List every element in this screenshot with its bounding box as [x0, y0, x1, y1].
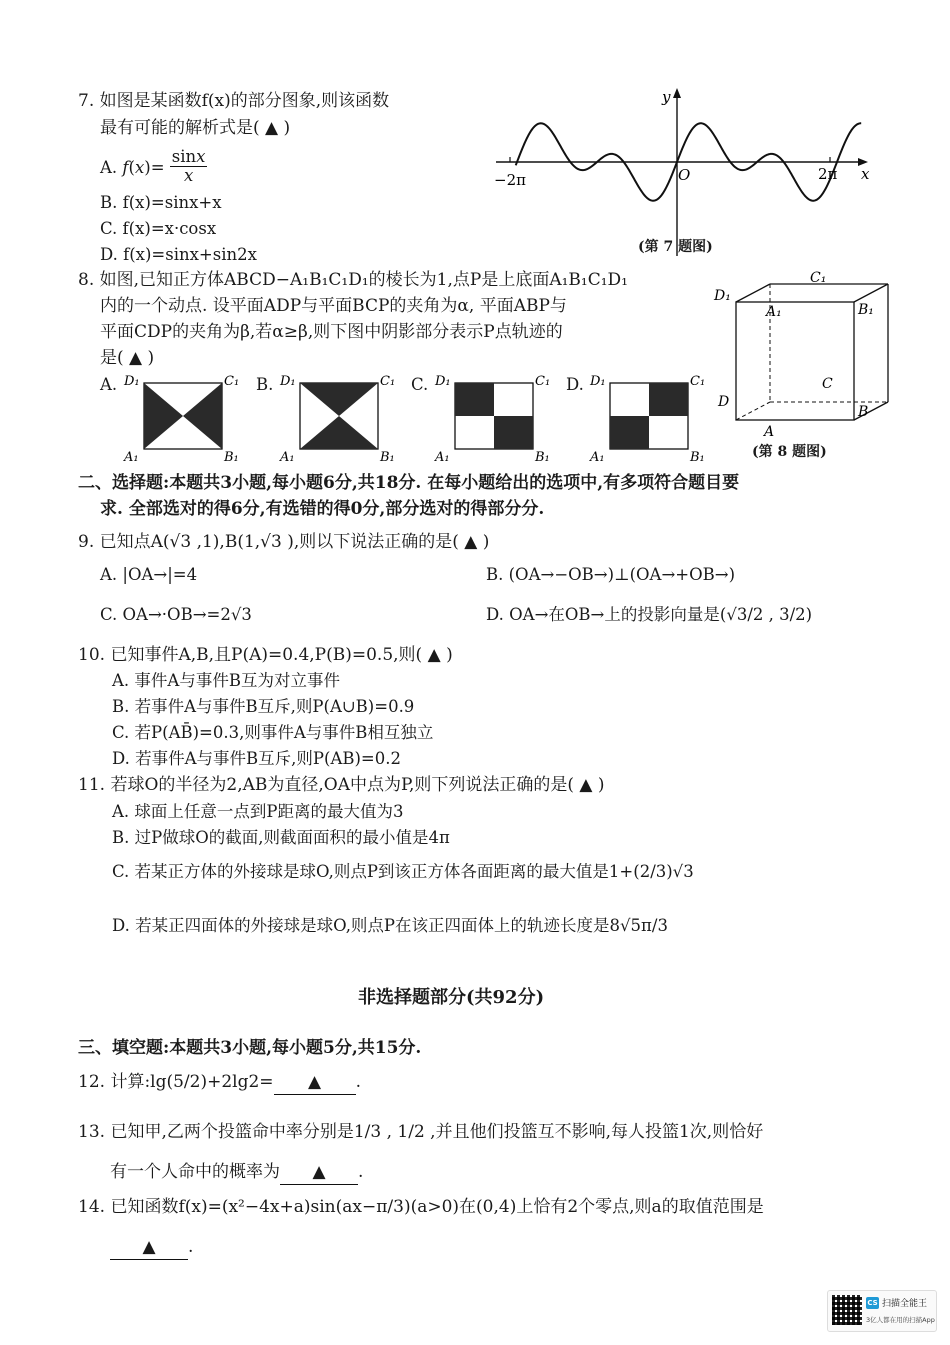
q7-option-b: B. f(x)=sinx+x [100, 193, 222, 212]
q10-option-d: D. 若事件A与事件B互斥,则P(AB)=0.2 [112, 749, 401, 768]
q7-right-tick-label: 2π [818, 165, 838, 183]
q10-stem: 10. 已知事件A,B,且P(A)=0.4,P(B)=0.5,则( ▲ ) [78, 645, 453, 665]
q8-option-b [256, 373, 396, 465]
q8-option-d-letter: D. [566, 375, 584, 394]
q13-line2 [110, 1160, 363, 1185]
cube-label-d: D [718, 394, 730, 410]
svg-text:C₁: C₁ [380, 374, 396, 389]
cube-label-b1: B₁ [858, 302, 874, 318]
q7-option-c: C. f(x)=x·cosx [100, 219, 217, 238]
section2-line1: 二、选择题:本题共3小题,每小题6分,共18分. 在每小题给出的选项中,有多项符合题目要 [78, 473, 740, 493]
q11-option-a: A. 球面上任意一点到P距离的最大值为3 [112, 802, 404, 821]
q8-option-b-letter: B. [256, 375, 274, 394]
svg-text:A₁: A₁ [280, 450, 295, 465]
q8-option-a-letter: A. [100, 375, 118, 394]
svg-text:B₁: B₁ [380, 450, 395, 465]
scanner-subtitle: 3亿人都在用的扫描App [866, 1316, 935, 1324]
svg-text:D₁: D₁ [280, 374, 296, 389]
q8-line2: 内的一个动点. 设平面ADP与平面BCP的夹角为α, 平面ABP与 [100, 296, 567, 316]
q7-option-a: A. f(x)= $\frac{\sin x}{x}$ [100, 147, 206, 185]
svg-text:A₁: A₁ [590, 450, 605, 465]
q14-line1: 14. 已知函数f(x)=(x²−4x+a)sin(ax−π/3)(a>0)在(0,4)上恰有2个零点,则a的取值范围是 [78, 1197, 764, 1217]
svg-text:C₁: C₁ [535, 374, 551, 389]
q7-x-label: x [861, 165, 870, 183]
q8-line3: 平面CDP的夹角为β,若α≥β,则下图中阴影部分表示P点轨迹的 [100, 322, 563, 342]
cube-label-a: A [764, 424, 775, 440]
q8-option-c [411, 373, 551, 465]
q7-option-d: D. f(x)=sinx+sin2x [100, 245, 257, 264]
svg-text:D₁: D₁ [590, 374, 606, 389]
cube-label-d1: D₁ [714, 288, 731, 304]
q11-option-c: C. 若某正方体的外接球是球O,则点P到该正方体各面距离的最大值是1+(2/3)√3 [112, 862, 694, 881]
q7-y-label: y [662, 88, 671, 106]
q8-option-d-diagram [588, 371, 728, 466]
q8-line1: 8. 如图,已知正方体ABCD−A₁B₁C₁D₁的棱长为1,点P是上底面A₁B₁C₁D₁ [78, 270, 628, 290]
cube-label-c: C [822, 376, 833, 392]
q9-stem: 9. 已知点A(√3 ,1),B(1,√3 ),则以下说法正确的是( ▲ ) [78, 532, 490, 552]
svg-text:D₁: D₁ [435, 374, 451, 389]
q11-stem: 11. 若球O的半径为2,AB为直径,OA中点为P,则下列说法正确的是( ▲ ) [78, 775, 605, 795]
svg-text:C₁: C₁ [224, 374, 240, 389]
q13-answer-blank[interactable]: ▲ [280, 1160, 358, 1185]
q10-option-a: A. 事件A与事件B互为对立事件 [112, 671, 340, 690]
svg-text:B₁: B₁ [535, 450, 550, 465]
q10-option-c: C. 若P(AB̄)=0.3,则事件A与事件B相互独立 [112, 723, 434, 742]
q11-option-d: D. 若某正四面体的外接球是球O,则点P在该正四面体上的轨迹长度是8√5π/3 [112, 916, 668, 935]
cube-label-c1: C₁ [810, 270, 827, 286]
part2-title: 非选择题部分(共92分) [358, 987, 545, 1008]
q14-answer-blank[interactable]: ▲ [110, 1235, 188, 1260]
q9-option-b: B. (OA→−OB→)⊥(OA→+OB→) [486, 565, 736, 584]
q9-option-a: A. |OA→|=4 [100, 565, 198, 584]
q8-caption: (第 8 题图) [752, 444, 827, 460]
q14-end: . [188, 1237, 194, 1257]
q8-option-a-diagram [122, 371, 262, 466]
svg-text:C₁: C₁ [690, 374, 706, 389]
q8-option-d [566, 373, 706, 465]
q13-line1: 13. 已知甲,乙两个投篮命中率分别是1/3 , 1/2 ,并且他们投篮互不影响,每人投篮1次,则恰好 [78, 1122, 764, 1142]
q7-origin-label: O [678, 166, 691, 184]
q7-left-tick-label: −2π [494, 171, 526, 189]
svg-text:B₁: B₁ [224, 450, 239, 465]
scanner-badge: CS [867, 1299, 878, 1307]
q8-cube-figure [712, 270, 892, 460]
q14-line2 [110, 1235, 193, 1260]
q12-answer-blank[interactable]: ▲ [274, 1070, 356, 1095]
q7-stem-line1: 7. 如图是某函数f(x)的部分图象,则该函数 [78, 91, 390, 111]
q8-option-b-diagram [278, 371, 418, 466]
q7-stem-line2: 最有可能的解析式是( ▲ ) [100, 118, 291, 138]
q11-option-b: B. 过P做球O的截面,则截面面积的最小值是4π [112, 828, 450, 847]
svg-text:A₁: A₁ [435, 450, 450, 465]
q13-line2-text: 有一个人命中的概率为 [110, 1162, 280, 1182]
q12 [78, 1070, 361, 1095]
cube-label-a1: A₁ [766, 304, 782, 320]
q13-end: . [358, 1162, 364, 1182]
q10-option-b: B. 若事件A与事件B互斥,则P(A∪B)=0.9 [112, 697, 415, 716]
qr-code-icon [832, 1295, 862, 1325]
q12-stem: 12. 计算:lg(5/2)+2lg2= [78, 1072, 274, 1092]
q8-option-a [100, 373, 240, 465]
cube-label-b: B [858, 404, 869, 420]
q9-option-d: D. OA→在OB→上的投影向量是(√3/2 , 3/2) [486, 605, 813, 624]
svg-text:D₁: D₁ [124, 374, 140, 389]
scanner-watermark [827, 1290, 937, 1332]
scanner-title: 扫描全能王 [882, 1299, 928, 1309]
q9-option-c: C. OA→·OB→=2√3 [100, 605, 252, 624]
q8-line4: 是( ▲ ) [100, 348, 155, 368]
section2-line2: 求. 全部选对的得6分,有选错的得0分,部分选对的得部分分. [100, 499, 545, 519]
q8-option-c-letter: C. [411, 375, 429, 394]
q8-option-c-diagram [433, 371, 573, 466]
svg-text:A₁: A₁ [124, 450, 139, 465]
svg-text:B₁: B₁ [690, 450, 705, 465]
section3-heading: 三、填空题:本题共3小题,每小题5分,共15分. [78, 1038, 422, 1058]
q7-caption: (第 7 题图) [638, 239, 713, 255]
q12-end: . [355, 1072, 361, 1092]
